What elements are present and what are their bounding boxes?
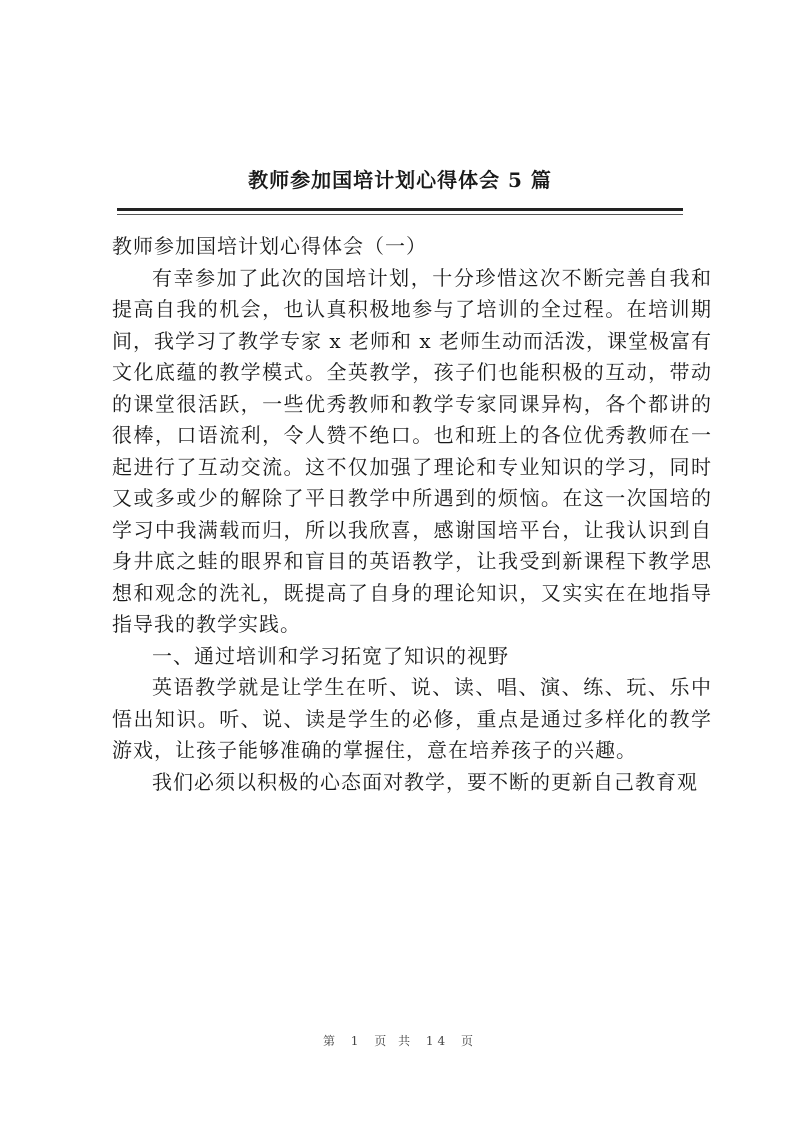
document-body <box>112 231 712 798</box>
footer-label-pages: 页 <box>461 1034 478 1048</box>
paragraph: 有幸参加了此次的国培计划，十分珍惜这次不断完善自我和提高自我的机会，也认真积极地参与了培训的全过程。在培训期间，我学习了教学专家 x 老师和 x 老师生动而活泼，课堂极富有文化底蕴的教学模式。全英教学，孩子们也能积极的互动，带动的课堂很活跃，一些优秀教师和教学专家同课异构，各个都讲的很棒，口语流利，令人赞不绝口。也和班上的各位优秀教师在一起进行了互动交流。这不仅加强了理论和专业知识的学习，同时又或多或少的解除了平日教学中所遇到的烦恼。在这一次国培的学习中我满载而归，所以我欣喜，感谢国培平台，让我认识到自身井底之蛙的眼界和盲目的英语教学，让我受到新课程下教学思想和观念的洗礼，既提高了自身的理论知识，又实实在在地指导指导我的教学实践。 <box>112 265 712 636</box>
paragraph: 英语教学就是让学生在听、说、读、唱、演、练、玩、乐中悟出知识。听、说、读是学生的必修，重点是通过多样化的教学游戏，让孩子能够准确的掌握住，意在培养孩子的兴趣。 <box>112 675 712 762</box>
section-heading: 教师参加国培计划心得体会（一） <box>112 234 427 258</box>
paragraph: 我们必须以积极的心态面对教学，要不断的更新自己教育观 <box>152 769 698 794</box>
title-divider-thick <box>117 208 683 211</box>
document-title: 教师参加国培计划心得体会 5 篇 <box>248 168 552 192</box>
subsection-heading: 一、通过培训和学习拓宽了知识的视野 <box>152 643 509 668</box>
footer-label-of: 页 共 <box>374 1034 415 1048</box>
footer-total-pages: 14 <box>425 1034 450 1048</box>
page-footer <box>0 1032 800 1049</box>
footer-label-page: 第 <box>322 1034 339 1048</box>
footer-current-page: 1 <box>350 1034 363 1048</box>
title-divider-thin <box>117 214 683 215</box>
